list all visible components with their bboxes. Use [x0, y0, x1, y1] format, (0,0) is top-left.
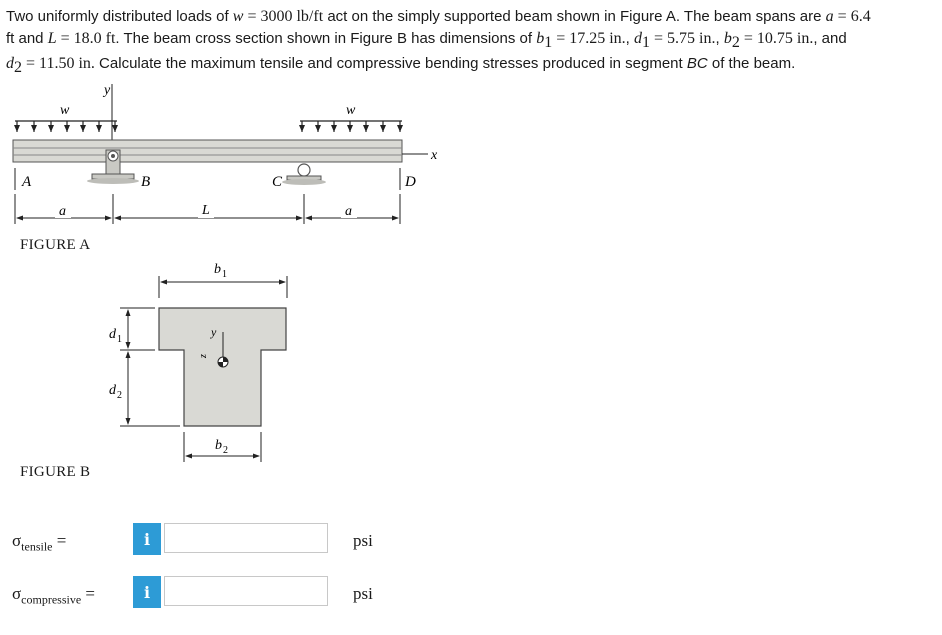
- beam: [13, 140, 402, 162]
- load-right-arrows: [300, 121, 402, 132]
- sigma-symbol: σ: [12, 584, 22, 603]
- section-y-label: y: [211, 325, 217, 339]
- dim-L-label: L: [202, 203, 210, 218]
- dim-a-left-label: a: [59, 204, 66, 219]
- problem-text: ,: [715, 29, 724, 47]
- load-right-label: w: [346, 103, 356, 118]
- point-a-label: A: [22, 174, 32, 190]
- roller-support-c: [282, 164, 326, 185]
- tensile-stress-input[interactable]: [164, 523, 328, 553]
- L-value: 18.0 ft: [73, 29, 116, 47]
- d2-label: d: [109, 383, 116, 398]
- unit-psi-tensile: psi: [353, 531, 373, 550]
- a-value: 6.4: [850, 8, 871, 25]
- d1-label: d: [109, 327, 116, 342]
- problem-text: . The beam cross section shown in Figure B has dimensions of: [115, 29, 537, 47]
- d1-subscript: 1: [642, 33, 651, 51]
- b2-value: 10.75 in.: [756, 29, 814, 47]
- sigma-compressive-label: [12, 584, 95, 607]
- load-left-label: w: [60, 103, 70, 118]
- sigma-tensile-label: [12, 531, 66, 554]
- b2-subscript: 2: [731, 33, 740, 51]
- d1-value: 5.75 in.: [667, 29, 716, 47]
- w-value: 3000 lb/ft: [260, 8, 324, 25]
- d2-value: 11.50 in.: [39, 55, 95, 72]
- section-z-label: z: [198, 354, 209, 358]
- answer-row-compressive: [0, 576, 942, 610]
- d2-symbol: d: [6, 55, 14, 72]
- x-axis-label: x: [431, 148, 438, 163]
- point-b-label: B: [141, 174, 151, 190]
- b2-label: b: [215, 438, 222, 453]
- d2-subscript: 2: [14, 59, 22, 76]
- problem-text: Two uniformly distributed loads of: [6, 8, 233, 25]
- equals-sign: =: [56, 531, 67, 550]
- equals: =: [552, 29, 570, 47]
- equals: =: [243, 8, 261, 25]
- answer-row-tensile: [0, 523, 942, 557]
- b1-subscript: 1: [222, 269, 227, 280]
- tensile-subscript: tensile: [21, 539, 53, 554]
- problem-text: ft and: [6, 29, 48, 47]
- compressive-stress-input[interactable]: [164, 576, 328, 606]
- info-button-tensile[interactable]: i: [133, 523, 161, 555]
- b2-symbol: b: [723, 29, 732, 47]
- d1-symbol: d: [634, 29, 643, 47]
- b1-label: b: [214, 262, 221, 277]
- equals: =: [833, 8, 851, 25]
- segment-bc: BC: [686, 55, 708, 72]
- point-d-label: D: [405, 174, 416, 190]
- a-symbol: a: [825, 8, 834, 25]
- figure-a-beam-diagram: [0, 78, 460, 248]
- dim-a-right-label: a: [345, 204, 352, 219]
- figure-a-caption: FIGURE A: [20, 237, 91, 253]
- equals: =: [739, 29, 757, 47]
- problem-text: , and: [813, 29, 847, 47]
- d2-subscript: 2: [117, 390, 122, 401]
- equals: =: [56, 29, 74, 47]
- equals: =: [22, 55, 40, 72]
- problem-text: of the beam.: [707, 55, 796, 72]
- b2-subscript: 2: [223, 445, 228, 456]
- figure-b-cross-section: [90, 255, 310, 465]
- b1-value: 17.25 in.: [569, 29, 626, 47]
- problem-text: act on the simply supported beam shown in Figure A. The beam spans are: [323, 8, 826, 25]
- compressive-subscript: compressive: [21, 592, 82, 607]
- point-c-label: C: [272, 174, 283, 190]
- y-axis-label: y: [104, 83, 111, 98]
- equals: =: [650, 29, 668, 47]
- b1-symbol: b: [536, 29, 545, 47]
- info-button-compressive[interactable]: i: [133, 576, 161, 608]
- w-symbol: w: [232, 8, 244, 25]
- L-symbol: L: [47, 29, 57, 47]
- problem-text: Calculate the maximum tensile and compressive bending stresses produced in segment: [94, 55, 687, 72]
- figure-b-caption: FIGURE B: [20, 464, 91, 480]
- d1-subscript: 1: [117, 334, 122, 345]
- equals-sign: =: [85, 584, 95, 603]
- b1-subscript: 1: [544, 33, 553, 51]
- unit-psi-compressive: psi: [353, 584, 373, 603]
- problem-text: ,: [625, 29, 635, 47]
- problem-statement: [6, 6, 936, 79]
- load-left-arrows: [15, 121, 117, 132]
- sigma-symbol: σ: [12, 531, 22, 550]
